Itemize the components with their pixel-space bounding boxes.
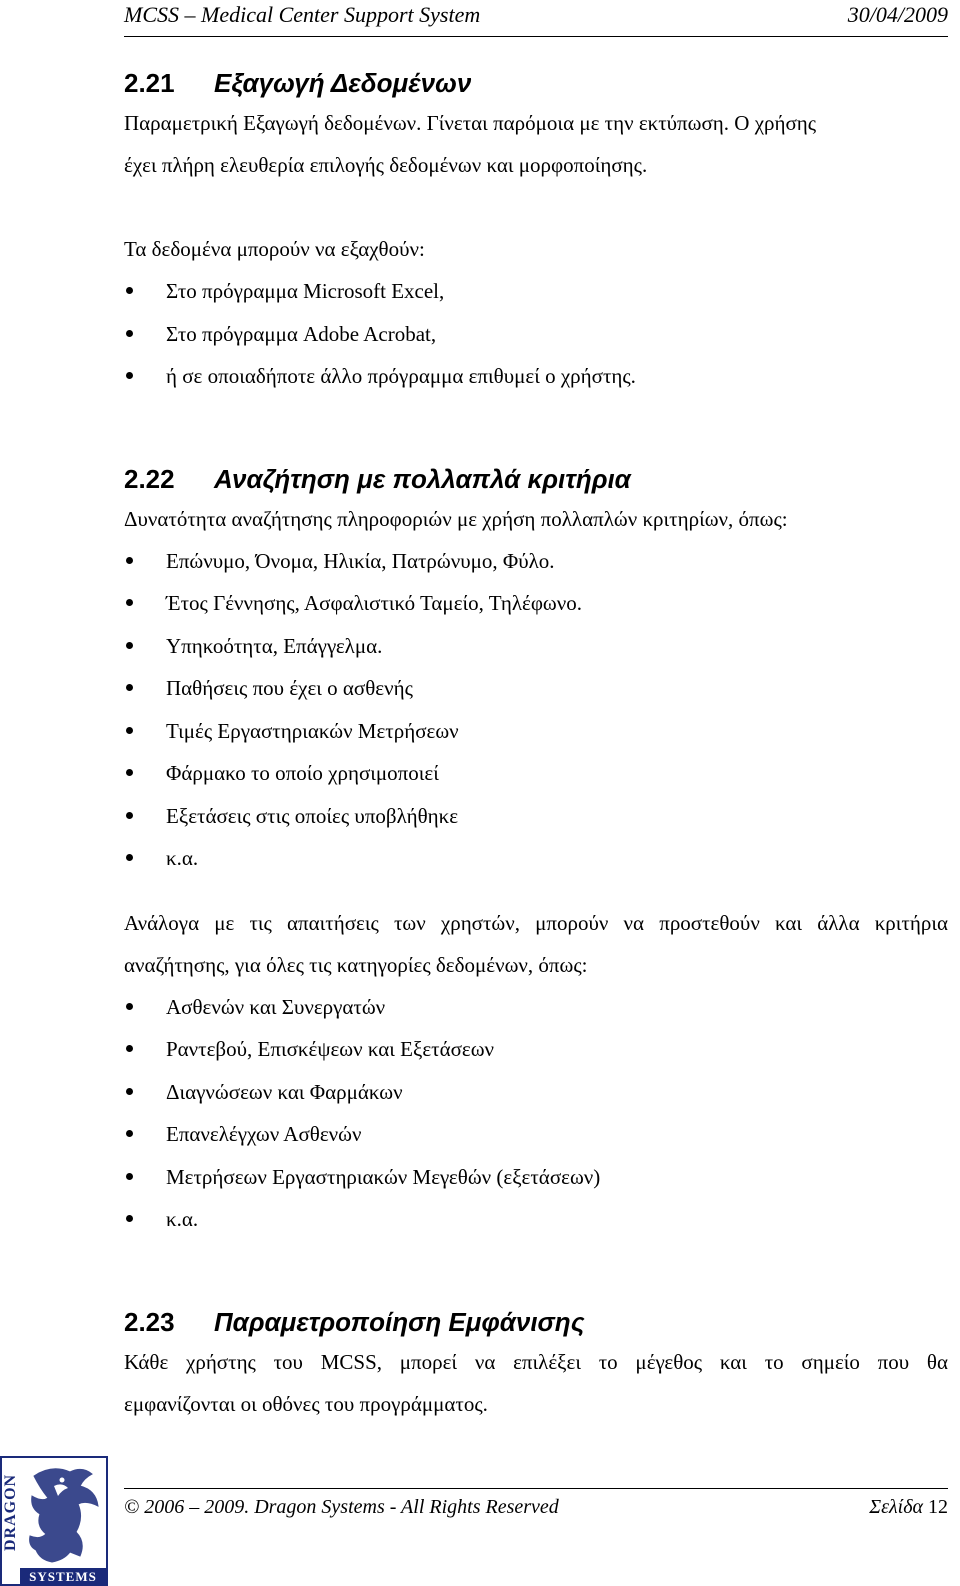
paragraph-line: Κάθε χρήστης του MCSS, μπορεί να επιλέξει το μέγεθος και το σημείο που θα [124, 1349, 948, 1374]
bullet-icon [126, 372, 133, 379]
bullet-icon [126, 1173, 133, 1180]
section-heading-2-22 [124, 460, 948, 498]
list-item: κ.α. [124, 1198, 948, 1241]
list-item: Διαγνώσεων και Φαρμάκων [124, 1071, 948, 1114]
list-item: Παθήσεις που έχει ο ασθενής [124, 667, 948, 710]
data-categories-list [124, 986, 948, 1241]
logo-vertical-text: DRAGON [2, 1473, 19, 1551]
list-item: Μετρήσεων Εργαστηριακών Μεγεθών (εξετάσεων) [124, 1156, 948, 1199]
paragraph-line: Ανάλογα με τις απαιτήσεις των χρηστών, μπορούν να προστεθούν και άλλα κριτήρια [124, 910, 948, 935]
bullet-icon [126, 599, 133, 606]
export-targets-list [124, 270, 948, 398]
bullet-icon [126, 812, 133, 819]
section-number: 2.23 [124, 1306, 175, 1337]
bullet-icon [126, 727, 133, 734]
list-item: Στο πρόγραμμα Microsoft Excel, [124, 270, 948, 313]
list-item: ή σε οποιαδήποτε άλλο πρόγραμμα επιθυμεί ο χρήστης. [124, 355, 948, 398]
footer-copyright: © 2006 – 2009. Dragon Systems - All Rights Reserved [124, 1496, 559, 1518]
header-title: MCSS – Medical Center Support System [124, 2, 481, 27]
document-body [124, 64, 948, 1425]
section-title: Παραμετροποίηση Εμφάνισης [214, 1306, 585, 1337]
list-item: Ραντεβού, Επισκέψεων και Εξετάσεων [124, 1028, 948, 1071]
bullet-icon [126, 1130, 133, 1137]
section-title: Αναζήτηση με πολλαπλά κριτήρια [214, 463, 631, 494]
bullet-icon [126, 557, 133, 564]
list-item: Στο πρόγραμμα Adobe Acrobat, [124, 313, 948, 356]
paragraph-line: εμφανίζονται οι οθόνες του προγράμματος. [124, 1391, 488, 1416]
header-date: 30/04/2009 [847, 2, 948, 27]
list-item: Έτος Γέννησης, Ασφαλιστικό Ταμείο, Τηλέφωνο. [124, 582, 948, 625]
list-intro: Τα δεδομένα μπορούν να εξαχθούν: [124, 237, 425, 261]
dragon-systems-logo [0, 1456, 108, 1586]
paragraph-line: αναζήτησης, για όλες τις κατηγορίες δεδομένων, όπως: [124, 952, 588, 977]
list-item: Υπηκοότητα, Επάγγελμα. [124, 625, 948, 668]
list-item: Επανελέγχων Ασθενών [124, 1113, 948, 1156]
section-title: Εξαγωγή Δεδομένων [214, 68, 472, 98]
page-footer [124, 1488, 948, 1529]
footer-page [869, 1496, 948, 1519]
bullet-icon [126, 642, 133, 649]
bullet-icon [126, 1003, 133, 1010]
section-heading-2-21 [124, 64, 948, 102]
page-header [124, 0, 948, 37]
paragraph-line: Παραμετρική Εξαγωγή δεδομένων. Γίνεται παρόμοια με την εκτύπωση. Ο χρήσης [124, 111, 817, 135]
bullet-icon [126, 330, 133, 337]
logo-bottom-text: SYSTEMS [29, 1569, 97, 1584]
search-criteria-list [124, 540, 948, 880]
bullet-icon [126, 854, 133, 861]
bullet-icon [126, 1045, 133, 1052]
bullet-icon [126, 769, 133, 776]
section-heading-2-23 [124, 1303, 948, 1341]
bullet-icon [126, 1215, 133, 1222]
page-label: Σελίδα [869, 1496, 923, 1518]
list-intro: Δυνατότητα αναζήτησης πληροφοριών με χρήση πολλαπλών κριτηρίων, όπως: [124, 506, 788, 531]
section-number: 2.21 [124, 68, 175, 98]
bullet-icon [126, 287, 133, 294]
bullet-icon [126, 684, 133, 691]
list-item: Ασθενών και Συνεργατών [124, 986, 948, 1029]
list-item: κ.α. [124, 837, 948, 880]
list-item: Τιμές Εργαστηριακών Μετρήσεων [124, 710, 948, 753]
paragraph-line: έχει πλήρη ελευθερία επιλογής δεδομένων και μορφοποίησης. [124, 153, 648, 177]
page-number: 12 [928, 1496, 948, 1518]
section-number: 2.22 [124, 463, 175, 494]
list-item: Φάρμακο το οποίο χρησιμοποιεί [124, 752, 948, 795]
bullet-icon [126, 1088, 133, 1095]
list-item: Επώνυμο, Όνομα, Ηλικία, Πατρώνυμο, Φύλο. [124, 540, 948, 583]
list-item: Εξετάσεις στις οποίες υποβλήθηκε [124, 795, 948, 838]
